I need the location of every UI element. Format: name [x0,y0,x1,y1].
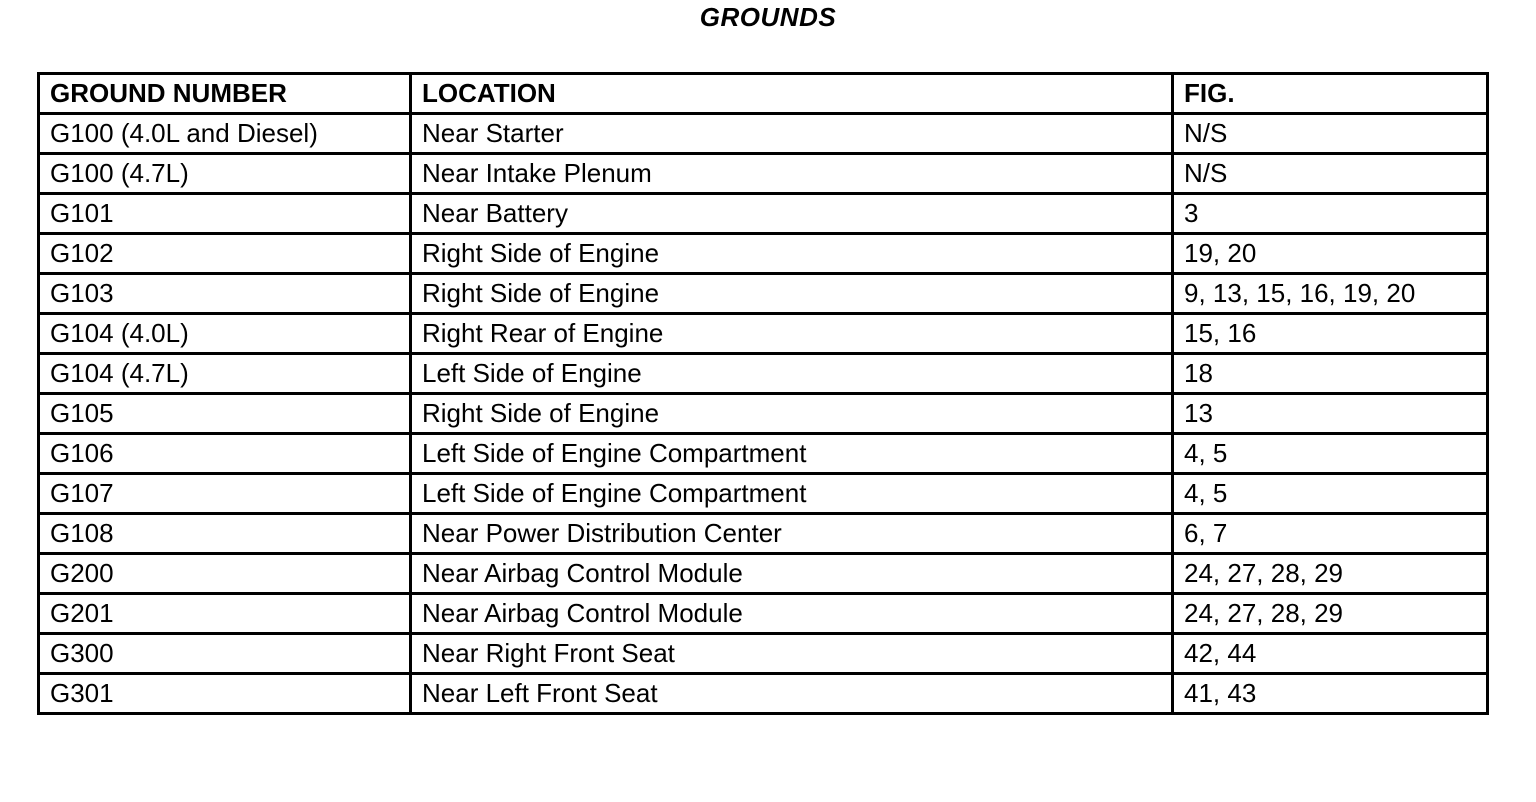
cell-fig: 4, 5 [1173,434,1488,474]
cell-ground-number: G201 [39,594,411,634]
cell-location: Near Left Front Seat [411,674,1173,714]
cell-fig: 9, 13, 15, 16, 19, 20 [1173,274,1488,314]
cell-location: Near Power Distribution Center [411,514,1173,554]
page-title: GROUNDS [699,2,837,32]
cell-ground-number: G101 [39,194,411,234]
table-row [39,274,1488,314]
cell-location: Near Airbag Control Module [411,594,1173,634]
cell-ground-number: G104 (4.7L) [39,354,411,394]
table-row [39,114,1488,154]
cell-ground-number: G300 [39,634,411,674]
header-ground-number: GROUND NUMBER [39,74,411,114]
cell-location: Near Intake Plenum [411,154,1173,194]
cell-fig: 4, 5 [1173,474,1488,514]
cell-ground-number: G103 [39,274,411,314]
cell-ground-number: G107 [39,474,411,514]
table-row [39,194,1488,234]
cell-fig: 18 [1173,354,1488,394]
cell-fig: 19, 20 [1173,234,1488,274]
cell-fig: N/S [1173,154,1488,194]
table-row [39,514,1488,554]
table-row [39,434,1488,474]
table-row [39,594,1488,634]
cell-ground-number: G301 [39,674,411,714]
cell-location: Near Right Front Seat [411,634,1173,674]
cell-ground-number: G102 [39,234,411,274]
table-row [39,354,1488,394]
cell-fig: 3 [1173,194,1488,234]
table-row [39,474,1488,514]
cell-location: Left Side of Engine Compartment [411,434,1173,474]
cell-location: Right Side of Engine [411,274,1173,314]
cell-location: Left Side of Engine Compartment [411,474,1173,514]
table-row [39,314,1488,354]
cell-fig: 42, 44 [1173,634,1488,674]
cell-location: Near Airbag Control Module [411,554,1173,594]
table-header-row [39,74,1488,114]
cell-location: Right Side of Engine [411,394,1173,434]
table-row [39,394,1488,434]
table-row [39,554,1488,594]
cell-fig: 24, 27, 28, 29 [1173,594,1488,634]
header-location: LOCATION [411,74,1173,114]
cell-ground-number: G105 [39,394,411,434]
cell-fig: N/S [1173,114,1488,154]
cell-ground-number: G100 (4.7L) [39,154,411,194]
header-fig: FIG. [1173,74,1488,114]
cell-fig: 6, 7 [1173,514,1488,554]
grounds-table [37,72,1489,715]
cell-location: Right Side of Engine [411,234,1173,274]
cell-ground-number: G108 [39,514,411,554]
cell-location: Near Battery [411,194,1173,234]
cell-ground-number: G100 (4.0L and Diesel) [39,114,411,154]
table-row [39,634,1488,674]
cell-ground-number: G106 [39,434,411,474]
cell-ground-number: G104 (4.0L) [39,314,411,354]
cell-fig: 15, 16 [1173,314,1488,354]
table-row [39,674,1488,714]
cell-location: Right Rear of Engine [411,314,1173,354]
cell-fig: 24, 27, 28, 29 [1173,554,1488,594]
cell-location: Left Side of Engine [411,354,1173,394]
table-row [39,154,1488,194]
cell-fig: 41, 43 [1173,674,1488,714]
cell-ground-number: G200 [39,554,411,594]
cell-location: Near Starter [411,114,1173,154]
table-row [39,234,1488,274]
cell-fig: 13 [1173,394,1488,434]
